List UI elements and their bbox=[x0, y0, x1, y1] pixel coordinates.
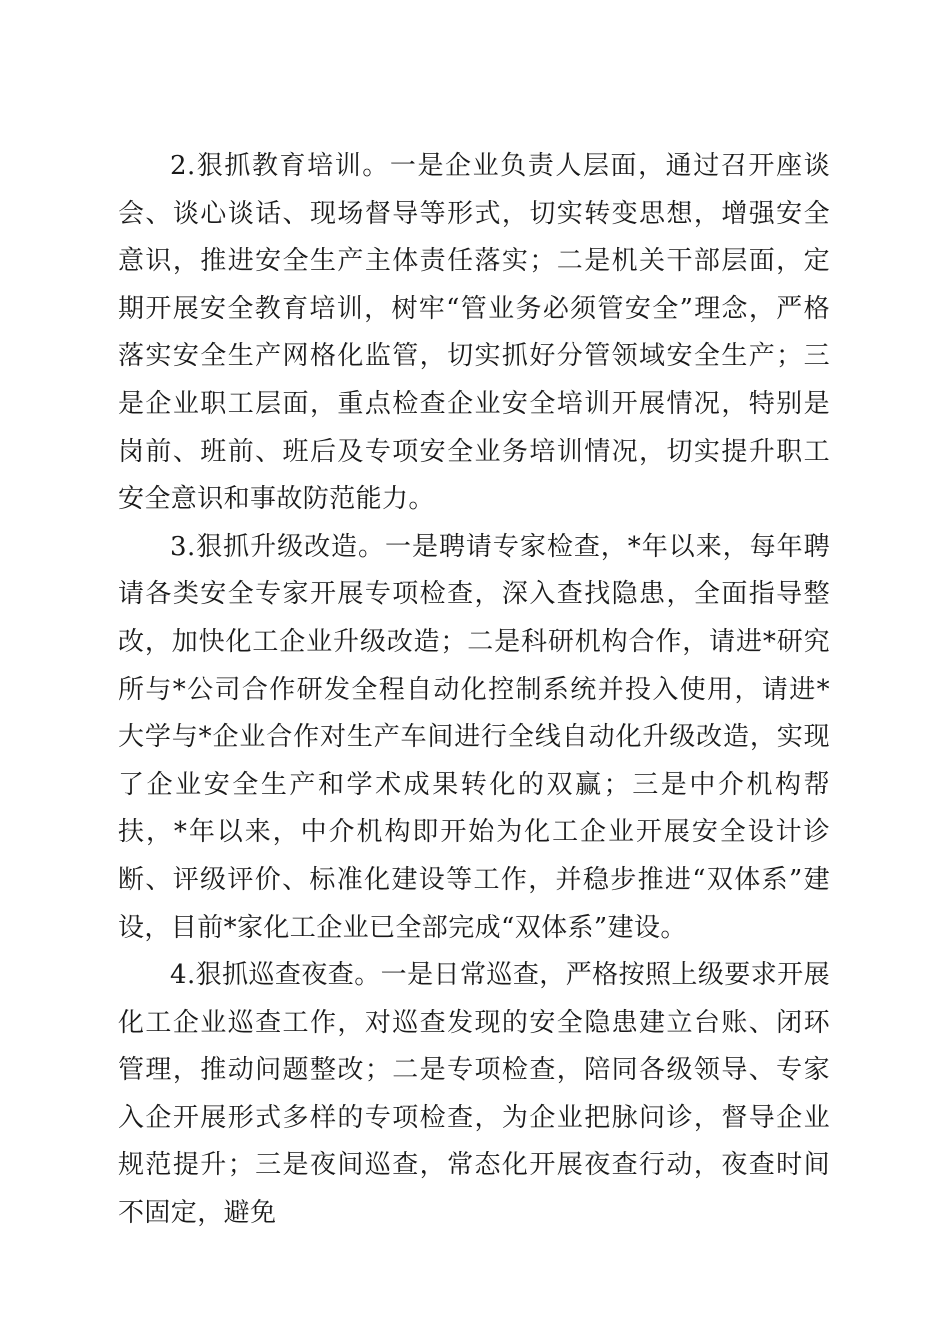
document-body bbox=[118, 143, 830, 1238]
paragraph-upgrade-transformation: 3.狠抓升级改造。一是聘请专家检查，*年以来，每年聘请各类安全专家开展专项检查，深入查找隐患，全面指导整改，加快化工企业升级改造；二是科研机构合作，请进*研究所与*公司合作研发全程自动化控制系统并投入使用，请进*大学与*企业合作对生产车间进行全线自动化升级改造，实现了企业安全生产和学术成果转化的双赢；三是中介机构帮扶，*年以来，中介机构即开始为化工企业开展安全设计诊断、评级评价、标准化建设等工作，并稳步推进“双体系”建设，目前*家化工企业已全部完成“双体系”建设。 bbox=[118, 531, 830, 943]
paragraph-education-training: 2.狠抓教育培训。一是企业负责人层面，通过召开座谈会、谈心谈话、现场督导等形式，切实转变思想，增强安全意识，推进安全生产主体责任落实；二是机关干部层面，定期开展安全教育培训，树牢“管业务必须管安全”理念，严格落实安全生产网格化监管，切实抓好分管领域安全生产；三是企业职工层面，重点检查企业安全培训开展情况，特别是岗前、班前、班后及专项安全业务培训情况，切实提升职工安全意识和事故防范能力。 bbox=[118, 151, 830, 515]
paragraph-patrol-night-inspection: 4.狠抓巡查夜查。一是日常巡查，严格按照上级要求开展化工企业巡查工作，对巡查发现的安全隐患建立台账、闭环管理，推动问题整改；二是专项检查，陪同各级领导、专家入企开展形式多样的专项检查，为企业把脉问诊，督导企业规范提升；三是夜间巡查，常态化开展夜查行动，夜查时间不固定，避免 bbox=[118, 960, 830, 1229]
